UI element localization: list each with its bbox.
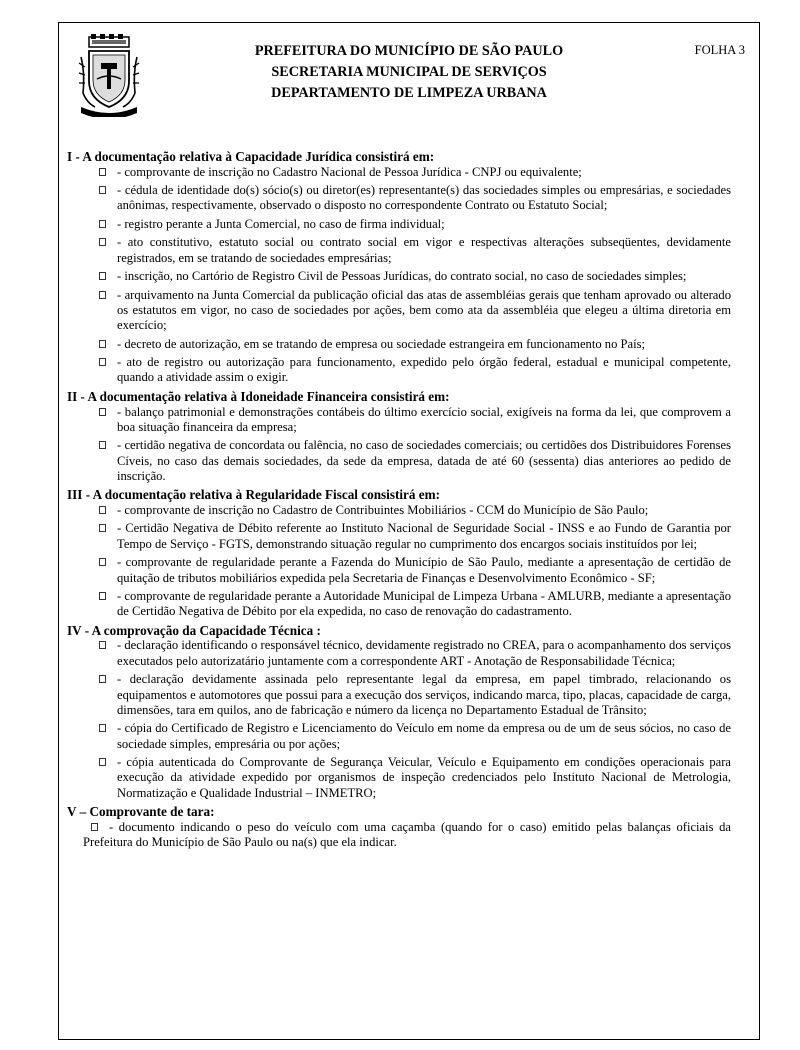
section-heading-2: II - A documentação relativa à Idoneidade Financeira consistirá em: — [67, 388, 450, 404]
checkbox-icon — [99, 675, 106, 683]
section-heading-3: III - A documentação relativa à Regularidade Fiscal consistirá em: — [67, 487, 441, 503]
list-item: - certidão negativa de concordata ou falência, no caso de sociedades comerciais; ou certidões dos Distribuidores Forenses Cíveis, no caso das demais sociedades, da sede da empresa, datada de até 60 (sessenta) dias anteriores ao pedido de inscrição. — [59, 438, 759, 484]
checkbox-icon — [99, 641, 106, 649]
checkbox-icon — [99, 592, 106, 600]
header-line-2: SECRETARIA MUNICIPAL DE SERVIÇOS — [271, 64, 547, 80]
checkbox-icon — [99, 340, 106, 348]
list-item: - balanço patrimonial e demonstrações contábeis do último exercício social, exigíveis na forma da lei, que comprovem a boa situação financeira da empresa; — [59, 405, 759, 436]
list-item: - comprovante de inscrição no Cadastro de Contribuintes Mobiliários - CCM do Município de São Paulo; — [59, 503, 759, 518]
list-item: - arquivamento na Junta Comercial da publicação oficial das atas de assembléias gerais que tenham aprovado ou alterado os estatutos em vigor, no caso de sociedades por ações, bem como ata da assembléia que elegeu a última diretoria em exercício; — [59, 288, 759, 334]
list-item: - cédula de identidade do(s) sócio(s) ou diretor(es) representante(s) das sociedades simples ou empresárias, e sociedades anônimas, respectivamente, observado o disposto no correspondente Contrato ou Estatuto Social; — [59, 183, 759, 214]
checkbox-icon — [99, 238, 106, 246]
list-item: - ato constitutivo, estatuto social ou contrato social em vigor e respectivas alterações subseqüentes, devidamente registrados, em se tratando de sociedades empresárias; — [59, 235, 759, 266]
header-line-1: PREFEITURA DO MUNICÍPIO DE SÃO PAULO — [254, 43, 564, 59]
list-item: - cópia autenticada do Comprovante de Segurança Veicular, Veículo e Equipamento em condições operacionais para execução da atividade expedido por organismos de inspeção credenciados pelo Instituto Nacional de Metrologia, Normatização e Qualidade Industrial – INMETRO; — [59, 755, 759, 801]
document-header — [59, 23, 759, 135]
checkbox-icon — [99, 272, 106, 280]
checkbox-icon — [99, 758, 106, 766]
section-2-list — [59, 405, 759, 485]
list-item: - documento indicando o peso do veículo com uma caçamba (quando for o caso) emitido pelas balanças oficiais da Prefeitura do Município de São Paulo ou na(s) que ela indicar. — [83, 819, 731, 850]
institution-titles — [199, 41, 619, 104]
list-item: - cópia do Certificado de Registro e Licenciamento do Veículo em nome da empresa ou de um de seus sócios, no caso de sociedade simples, empresária ou por ações; — [59, 721, 759, 752]
checkbox-icon — [99, 558, 106, 566]
list-item: - Certidão Negativa de Débito referente ao Instituto Nacional de Seguridade Social - INSS e ao Fundo de Garantia por Tempo de Serviço - FGTS, demonstrando situação regular no cumprimento dos encargos sociais instituídos por lei; — [59, 521, 759, 552]
document-frame — [58, 22, 760, 1040]
checkbox-icon — [99, 524, 106, 532]
checkbox-icon — [99, 291, 106, 299]
checkbox-icon — [99, 186, 106, 194]
list-item: - registro perante a Junta Comercial, no caso de firma individual; — [59, 217, 759, 232]
checkbox-icon — [91, 823, 98, 831]
list-item: - declaração devidamente assinada pelo representante legal da empresa, em papel timbrado, relacionando os equipamentos e automotores que possui para a execução dos serviços, indicando marca, tipo, placas, capacidade de carga, dimensões, tara em quilos, ano de fabricação e número da licença no Departamento Estadual de Trânsito; — [59, 672, 759, 718]
section-1-list — [59, 165, 759, 386]
list-item: - comprovante de regularidade perante a Fazenda do Município de São Paulo, mediante a apresentação de certidão de quitação de tributos mobiliários expedida pela Secretaria de Finanças e Desenvolvimento Econômico - SF; — [59, 555, 759, 586]
list-item: - ato de registro ou autorização para funcionamento, expedido pelo órgão federal, estadual e municipal competente, quando a atividade assim o exigir. — [59, 355, 759, 386]
checkbox-icon — [99, 441, 106, 449]
checkbox-icon — [99, 220, 106, 228]
page-sheet-number: FOLHA 3 — [694, 43, 745, 57]
section-heading-4: IV - A comprovação da Capacidade Técnica : — [67, 622, 321, 638]
municipal-coat-of-arms-icon — [77, 33, 141, 117]
list-item: - declaração identificando o responsável técnico, devidamente registrado no CREA, para o acompanhamento dos serviços executados pelo autorizatário juntamente com a correspondente ART - Anotação de Responsabilidade Técnica; — [59, 638, 759, 669]
checkbox-icon — [99, 168, 106, 176]
header-line-3: DEPARTAMENTO DE LIMPEZA URBANA — [271, 85, 547, 101]
section-heading-5: V – Comprovante de tara: — [67, 804, 215, 820]
list-item: - comprovante de regularidade perante a Autoridade Municipal de Limpeza Urbana - AMLURB, mediante a apresentação de Certidão Negativa de Débito por ela expedida, no caso de renovação do cadastramento. — [59, 589, 759, 620]
checkbox-icon — [99, 506, 106, 514]
section-heading-1: I - A documentação relativa à Capacidade Jurídica consistirá em: — [67, 149, 435, 164]
checkbox-icon — [99, 408, 106, 416]
list-item: - comprovante de inscrição no Cadastro Nacional de Pessoa Jurídica - CNPJ ou equivalente; — [59, 165, 759, 180]
section-3-list — [59, 503, 759, 620]
document-body — [59, 149, 759, 850]
section-4-list — [59, 638, 759, 801]
list-item: - inscrição, no Cartório de Registro Civil de Pessoas Jurídicas, do contrato social, no caso de sociedades simples; — [59, 269, 759, 284]
checkbox-icon — [99, 358, 106, 366]
checkbox-icon — [99, 724, 106, 732]
list-item: - decreto de autorização, em se tratando de empresa ou sociedade estrangeira em funcionamento no País; — [59, 337, 759, 352]
